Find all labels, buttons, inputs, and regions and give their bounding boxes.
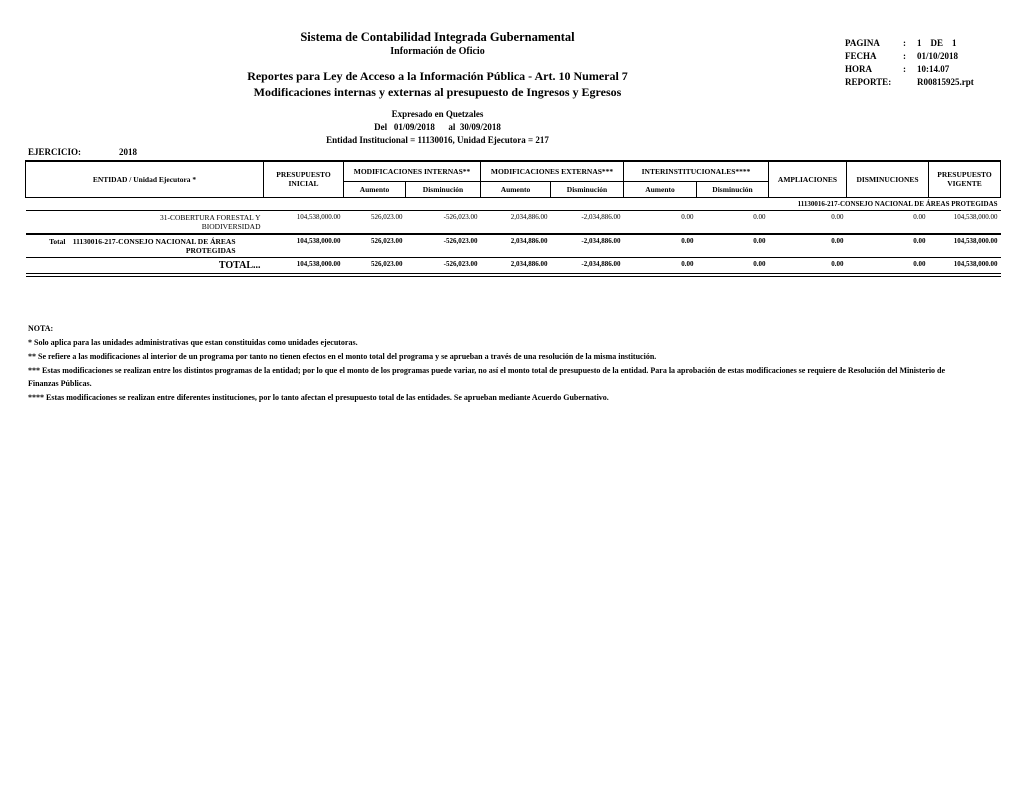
grand-total-row <box>26 257 1001 275</box>
meta-pagina-sep: : <box>903 38 906 48</box>
report-header <box>0 30 875 145</box>
total-presupuesto-vigente: 104,538,000.00 <box>929 234 1001 258</box>
meta-hora-value: 10:14.07 <box>917 64 950 74</box>
cell-internas-aumento: 526,023.00 <box>371 212 403 221</box>
total-externas-aumento: 2,034,886.00 <box>481 234 551 258</box>
program-label <box>26 210 264 234</box>
total-internas-disminucion: -526,023.00 <box>406 234 481 258</box>
meta-reporte-value: R00815925.rpt <box>917 77 974 87</box>
grand-disminuciones: 0.00 <box>847 257 929 275</box>
grand-externas-disminucion: -2,034,886.00 <box>551 257 624 275</box>
entity-line: Entidad Institucional = 11130016, Unidad Ejecutora = 217 <box>326 135 549 145</box>
ejercicio-row <box>28 147 137 157</box>
total-externas-disminucion: -2,034,886.00 <box>551 234 624 258</box>
total-inter-aumento: 0.00 <box>624 234 697 258</box>
col-header-ampliaciones: AMPLIACIONES <box>769 161 847 197</box>
meta-fecha-value: 01/10/2018 <box>917 51 959 61</box>
col-subheader-externas-disminucion: Disminución <box>551 181 624 197</box>
cell-presupuesto-vigente: 104,538,000.00 <box>953 212 998 221</box>
meta-fecha-sep: : <box>903 51 906 61</box>
date-range: Del 01/09/2018 al 30/09/2018 <box>374 122 501 132</box>
footnote-1: * Solo aplica para las unidades administrativas que estan constituidas como unidades ejecutoras. <box>28 338 358 347</box>
cell-disminuciones: 0.00 <box>913 212 926 221</box>
cell-externas-aumento: 2,034,886.00 <box>510 212 548 221</box>
grand-presupuesto-vigente: 104,538,000.00 <box>929 257 1001 275</box>
meta-reporte-label: REPORTE: <box>845 77 892 87</box>
grand-presupuesto-inicial: 104,538,000.00 <box>264 257 344 275</box>
col-subheader-externas-aumento: Aumento <box>481 181 551 197</box>
meta-reporte-sep <box>903 77 917 87</box>
report-meta <box>845 38 974 90</box>
meta-fecha-label: FECHA <box>845 51 877 61</box>
grand-internas-disminucion: -526,023.00 <box>406 257 481 275</box>
meta-hora-sep: : <box>903 64 906 74</box>
meta-fecha <box>845 51 974 61</box>
cell-inter-disminucion: 0.00 <box>753 212 766 221</box>
report-heading-modifications: Modificaciones internas y externas al presupuesto de Ingresos y Egresos <box>253 85 622 99</box>
report-heading-law: Reportes para Ley de Acceso a la Información Pública - Art. 10 Numeral 7 <box>247 69 628 83</box>
col-subheader-internas-disminucion: Disminución <box>406 181 481 197</box>
currency-note: Expresado en Quetzales <box>391 109 484 119</box>
col-header-disminuciones: DISMINUCIONES <box>847 161 929 197</box>
col-subheader-inter-disminucion: Disminución <box>697 181 769 197</box>
footnote-2: ** Se refiere a las modificaciones al interior de un programa por tanto no tienen efectos en el monto total del programa y se aprueban a través de una resolución de la misma institución. <box>28 352 657 361</box>
entity-group-row <box>26 197 1001 210</box>
footnote-3: *** Estas modificaciones se realizan entre los distintos programas de la entidad; por lo que el monto de los programas puede variar, no así el monto total de presupuesto de la entidad. Para la aprobación de estas modificaciones se requiere de Resolución del Ministerio de Finanzas Públicas. <box>28 366 946 388</box>
footnotes-title: NOTA: <box>28 324 54 333</box>
footnote-4: **** Estas modificaciones se realizan entre diferentes instituciones, por lo tanto afectan el presupuesto total de las entidades. Se aprueban mediante Acuerdo Gubernativo. <box>28 393 609 402</box>
total-disminuciones: 0.00 <box>847 234 929 258</box>
cell-internas-disminucion: -526,023.00 <box>443 212 478 221</box>
col-subheader-internas-aumento: Aumento <box>344 181 406 197</box>
entity-total-row <box>26 234 1001 258</box>
entity-total-prefix: Total <box>49 236 66 246</box>
program-label-text: 31-COBERTURA FORESTAL Y BIODIVERSIDAD <box>160 212 261 231</box>
meta-pagina-value: 1 DE 1 <box>917 38 957 48</box>
cell-presupuesto-inicial: 104,538,000.00 <box>296 212 341 221</box>
col-header-presupuesto-vigente: PRESUPUESTO VIGENTE <box>929 161 1001 197</box>
total-inter-disminucion: 0.00 <box>697 234 769 258</box>
col-subheader-inter-aumento: Aumento <box>624 181 697 197</box>
entity-total-name: 11130016-217-CONSEJO NACIONAL DE ÁREAS PROTEGIDAS <box>72 236 236 255</box>
table-row <box>26 210 1001 234</box>
ejercicio-value: 2018 <box>119 147 138 157</box>
report-title: Sistema de Contabilidad Integrada Gubernamental <box>300 30 575 44</box>
meta-reporte <box>845 77 974 87</box>
entity-group-title: 11130016-217-CONSEJO NACIONAL DE ÁREAS PROTEGIDAS <box>26 197 1001 210</box>
footnotes <box>28 322 973 405</box>
ejercicio-label: EJERCICIO: <box>28 147 82 157</box>
budget-modifications-table <box>25 160 1001 277</box>
col-group-interinstitucionales: INTERINSTITUCIONALES**** <box>624 161 769 181</box>
total-internas-aumento: 526,023.00 <box>344 234 406 258</box>
cell-externas-disminucion: -2,034,886.00 <box>581 212 621 221</box>
grand-ampliaciones: 0.00 <box>769 257 847 275</box>
meta-pagina <box>845 38 974 48</box>
cell-ampliaciones: 0.00 <box>831 212 844 221</box>
meta-hora <box>845 64 974 74</box>
meta-pagina-label: PAGINA <box>845 38 880 48</box>
total-ampliaciones: 0.00 <box>769 234 847 258</box>
report-subtitle: Información de Oficio <box>390 46 485 57</box>
grand-inter-disminucion: 0.00 <box>697 257 769 275</box>
entity-total-label <box>26 234 264 258</box>
cell-inter-aumento: 0.00 <box>681 212 694 221</box>
total-presupuesto-inicial: 104,538,000.00 <box>264 234 344 258</box>
grand-internas-aumento: 526,023.00 <box>344 257 406 275</box>
meta-hora-label: HORA <box>845 64 872 74</box>
grand-total-label: TOTAL... <box>26 257 264 275</box>
grand-externas-aumento: 2,034,886.00 <box>481 257 551 275</box>
col-header-presupuesto-inicial: PRESUPUESTO INICIAL <box>264 161 344 197</box>
col-header-entidad: ENTIDAD / Unidad Ejecutora * <box>26 161 264 197</box>
col-group-modificaciones-externas: MODIFICACIONES EXTERNAS*** <box>481 161 624 181</box>
grand-inter-aumento: 0.00 <box>624 257 697 275</box>
col-group-modificaciones-internas: MODIFICACIONES INTERNAS** <box>344 161 481 181</box>
